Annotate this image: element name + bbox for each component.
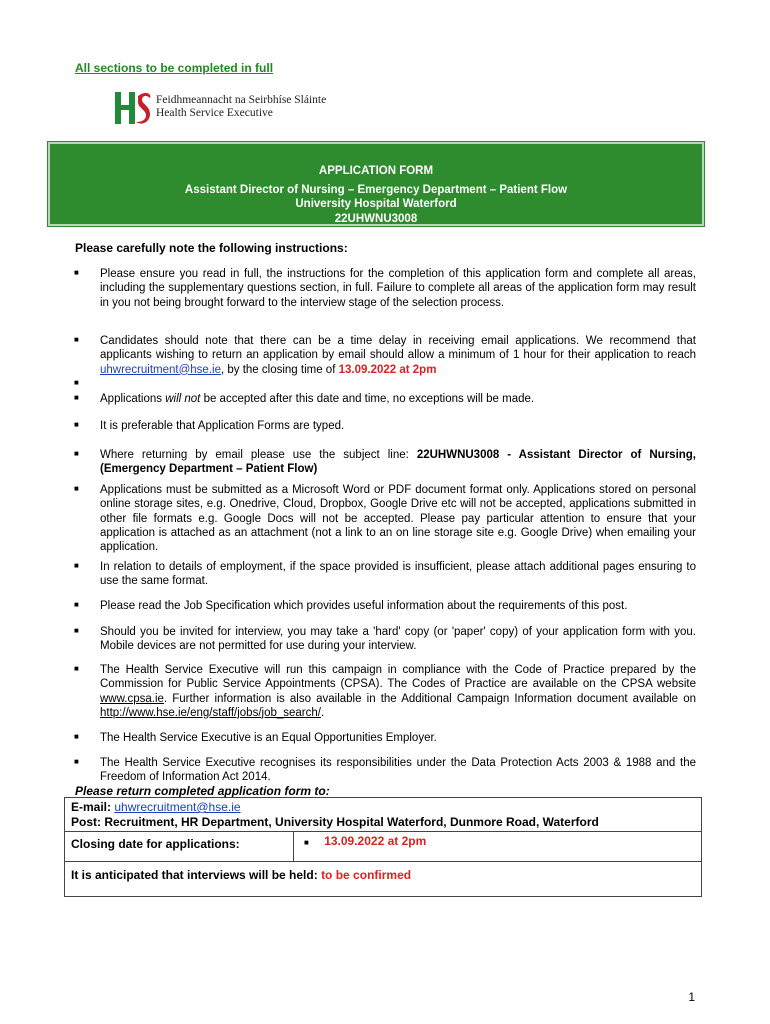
instruction-text: Should you be invited for interview, you may take a 'hard' copy (or 'paper' copy) of your application form with you. Mobile devices are not permitted for use during your interview. <box>100 626 696 653</box>
logo-irish-name: Feidhmeannacht na Seirbhíse Sláinte <box>156 94 327 106</box>
email-cell: E-mail: uhwrecruitment@hse.ie <box>65 798 702 815</box>
bullet-icon: ■ <box>74 335 79 344</box>
bullet-icon: ■ <box>74 561 79 570</box>
post-address: Post: Recruitment, HR Department, University Hospital Waterford, Dunmore Road, Waterford <box>65 814 702 832</box>
hse-logo <box>112 88 352 128</box>
bullet-icon: ■ <box>74 732 79 741</box>
instruction-text: The Health Service Executive recognises its responsibilities under the Data Protection Acts 2003 & 1988 and the Freedom of Information Act 2014. <box>100 757 696 784</box>
hse-jobs-link[interactable]: http://www.hse.ie/eng/staff/jobs/job_search/ <box>100 706 321 719</box>
hse-logo-icon <box>112 88 152 128</box>
bullet-icon: ■ <box>74 484 79 493</box>
instructions-heading: Please carefully note the following instructions: <box>75 241 348 255</box>
bullet-icon: ■ <box>74 378 79 387</box>
banner-post-title: Assistant Director of Nursing – Emergency Department – Patient Flow <box>184 183 568 196</box>
instruction-text: Where returning by email please use the subject line: 22UHWNU3008 - Assistant Director of Nursing, (Emergency Department – Patient Flow) <box>100 449 697 476</box>
bullet-icon: ■ <box>74 268 79 277</box>
closing-date-value: 13.09.2022 at 2pm <box>324 834 427 848</box>
bullet-icon: ■ <box>74 420 79 429</box>
bullet-icon: ■ <box>74 449 79 458</box>
banner-hospital: University Hospital Waterford <box>295 198 457 210</box>
interview-date: to be confirmed <box>321 868 412 882</box>
return-email-link[interactable]: uhwrecruitment@hse.ie <box>114 800 241 814</box>
bullet-icon: ■ <box>74 393 79 402</box>
bullet-icon: ■ <box>304 838 309 847</box>
closing-date-label: Closing date for applications: <box>65 832 294 862</box>
instruction-text: Applications will not be accepted after this date and time, no exceptions will be made. <box>100 393 535 405</box>
instruction-text: In relation to details of employment, if the space provided is insufficient, please attach additional pages ensuring to use the same format. <box>100 561 696 588</box>
banner-title: APPLICATION FORM <box>318 165 434 177</box>
application-form-banner <box>48 142 704 226</box>
contact-table <box>64 797 702 897</box>
instruction-text: Please read the Job Specification which provides useful information about the requirements of this post. <box>100 600 628 612</box>
instruction-text: The Health Service Executive is an Equal Opportunities Employer. <box>100 732 437 744</box>
cpsa-link[interactable]: www.cpsa.ie <box>100 692 164 705</box>
instruction-text: Applications must be submitted as a Microsoft Word or PDF document format only. Applications stored on personal online storage sites, e.g. Onedrive, Cloud, Dropbox, Google Drive etc will not be accepted, applications submitted in other file formats e.g. Google Docs will not be accepted. Please pay particular attention to ensure that your application is attached as an attachment (not a link to an on line storage site e.g. Google Drive) when emailing your application. <box>100 484 696 554</box>
completion-notice: All sections to be completed in full <box>75 61 274 75</box>
page-number: 1 <box>688 990 695 1004</box>
instruction-text: It is preferable that Application Forms are typed. <box>100 420 345 432</box>
instruction-text: Please ensure you read in full, the instructions for the completion of this application form and complete all areas, including the supplementary questions section, in full. Failure to complete all areas of the application form may result in you not being brought forward to the interview stage of the selection process. <box>100 268 696 309</box>
bullet-icon: ■ <box>74 664 79 673</box>
closing-date: 13.09.2022 at 2pm <box>338 363 437 376</box>
logo-english-name: Health Service Executive <box>156 107 273 119</box>
bullet-icon: ■ <box>74 626 79 635</box>
bullet-icon: ■ <box>74 757 79 766</box>
bullet-icon: ■ <box>74 600 79 609</box>
interview-cell: It is anticipated that interviews will be held: to be confirmed <box>65 862 702 897</box>
instruction-text: The Health Service Executive will run this campaign in compliance with the Code of Practice prepared by the Commission for Public Service Appointments (CPSA). The Codes of Practice are available on the CPSA website www.cpsa.ie. Further information is also available in the Additional Campaign Information document available on http://www.hse.ie/eng/staff/jobs/job_search/. <box>100 664 696 719</box>
email-link[interactable]: uhwrecruitment@hse.ie <box>100 363 221 376</box>
closing-date-cell <box>294 832 702 862</box>
return-heading: Please return completed application form to: <box>75 784 330 798</box>
banner-reference: 22UHWNU3008 <box>334 212 418 225</box>
instruction-text: Candidates should note that there can be a time delay in receiving email applications. We recommend that applicants wishing to return an application by email should allow a minimum of 1 hour for their application to reach uhwrecruitment@hse.ie, by the closing time of 13.09.2022 at 2pm <box>100 335 696 376</box>
